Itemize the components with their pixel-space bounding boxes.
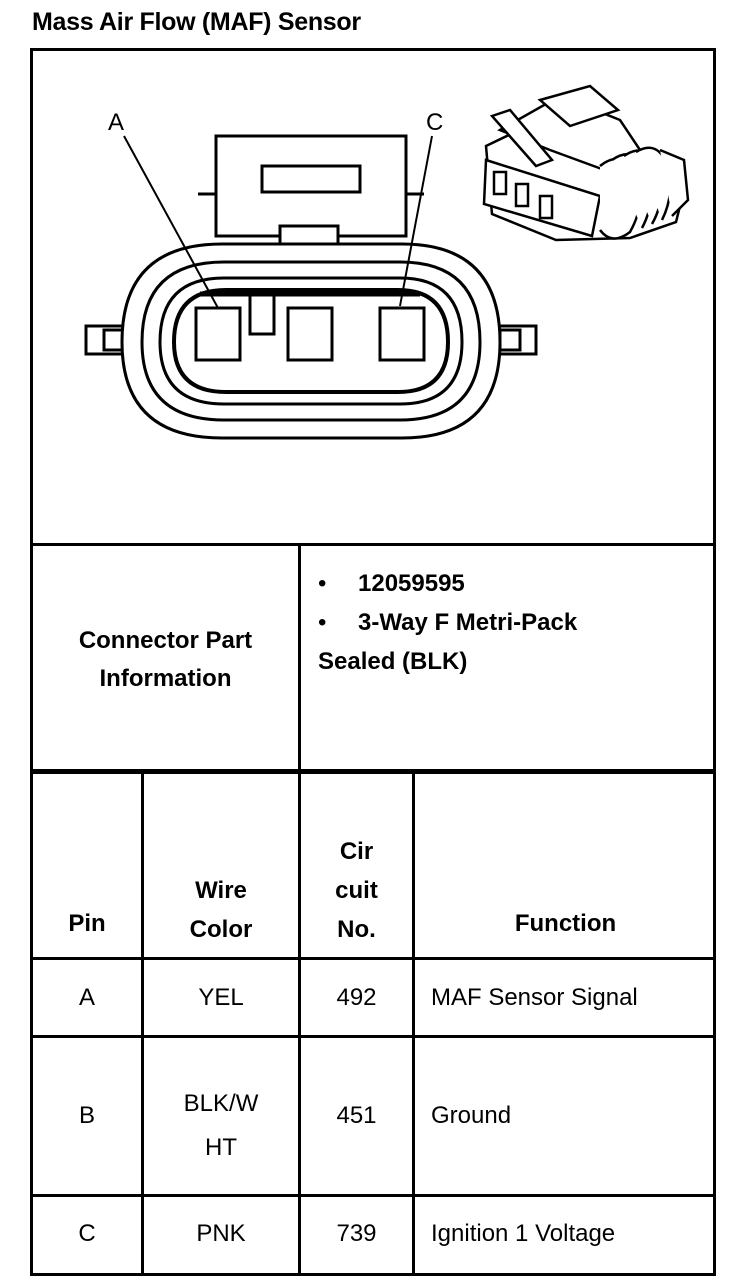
connector-diagram [0, 0, 752, 545]
row-b-wire-color-line1: BLK/W [183, 1090, 259, 1117]
pin-c-callout: C [426, 109, 444, 136]
connector-description-line1: 3-Way F Metri-Pack [358, 609, 578, 636]
row-a-pin: A [78, 984, 95, 1011]
header-function: Function [514, 910, 617, 937]
connector-description-line2: Sealed (BLK) [318, 648, 468, 675]
connector-face-drawing [86, 136, 536, 438]
connector-description-item [318, 603, 708, 642]
header-circuit-line3: No. [337, 916, 376, 943]
bullet-marker: • [318, 609, 327, 636]
header-wire-color-line1: Wire [195, 877, 247, 904]
connector-info-details [318, 564, 708, 681]
pin-a-callout: A [108, 109, 125, 136]
header-wire-color [144, 871, 298, 949]
divider-header-bottom [30, 957, 716, 960]
connector-part-number: 12059595 [358, 570, 465, 597]
connector-info-label-line1: Connector Part [78, 627, 253, 654]
row-c-wire-color: PNK [196, 1220, 246, 1247]
row-a-wire-color: YEL [198, 984, 244, 1011]
header-circuit-line2: cuit [335, 877, 378, 904]
divider-row-a-bottom [30, 1035, 716, 1038]
connector-isometric-drawing [484, 86, 688, 240]
connector-info-label-line2: Information [99, 665, 232, 692]
header-pin: Pin [68, 910, 106, 937]
row-b-function: Ground [431, 1102, 512, 1129]
row-b-wire-color-line2: HT [205, 1134, 237, 1161]
divider-diagram-bottom [30, 543, 716, 546]
row-a-circuit: 492 [336, 984, 377, 1011]
row-c-circuit: 739 [336, 1220, 377, 1247]
row-a-function: MAF Sensor Signal [431, 984, 638, 1011]
row-c-function: Ignition 1 Voltage [431, 1220, 616, 1247]
divider-info-column [298, 543, 301, 771]
row-b-circuit: 451 [336, 1102, 377, 1129]
divider-col-pin [141, 771, 144, 1276]
connector-part-number-item [318, 564, 708, 603]
header-circuit-number [301, 832, 412, 949]
bullet-marker: • [318, 570, 327, 597]
divider-info-bottom [30, 769, 716, 774]
row-b-wire-color [144, 1082, 298, 1170]
connector-info-label [33, 622, 298, 698]
header-circuit-line1: Cir [339, 838, 374, 865]
row-b-pin: B [78, 1102, 95, 1129]
divider-col-circuit [412, 771, 415, 1276]
divider-row-b-bottom [30, 1194, 716, 1197]
page-title: Mass Air Flow (MAF) Sensor [32, 8, 361, 36]
row-c-pin: C [78, 1220, 96, 1247]
header-wire-color-line2: Color [189, 916, 253, 943]
